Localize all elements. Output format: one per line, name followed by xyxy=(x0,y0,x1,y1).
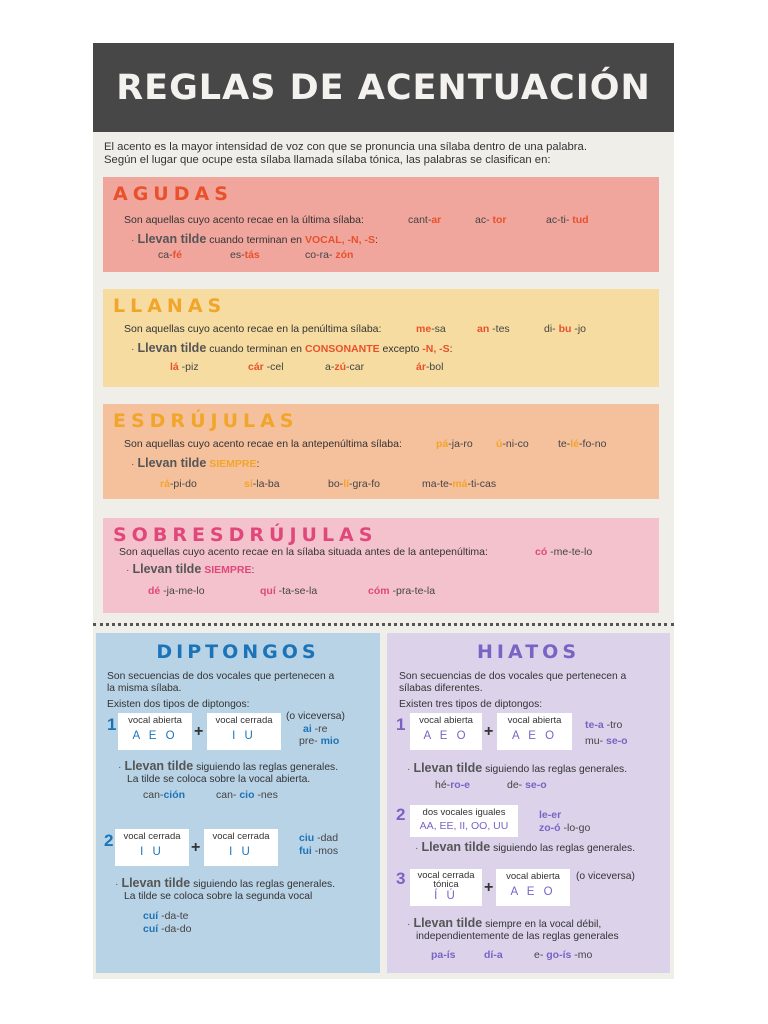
example-word: cant-ar xyxy=(408,214,442,226)
definition: Son aquellas cuyo acento recae en la última sílaba: xyxy=(124,214,364,226)
dotted-divider xyxy=(93,623,674,626)
example-word: pá-ja-ro xyxy=(436,438,473,450)
vowel-box: vocal cerrada I U xyxy=(115,829,189,866)
example-word: dé -ja-me-lo xyxy=(148,585,205,597)
type-number: 1 xyxy=(107,715,117,734)
example-word: ca-fé xyxy=(158,249,182,261)
example-word: es-tás xyxy=(230,249,260,261)
example-word: lá -piz xyxy=(170,361,199,373)
type-number: 1 xyxy=(396,715,406,734)
example-word: ú-ni-co xyxy=(496,438,529,450)
intro-line-2: Según el lugar que ocupe esta sílaba llamada sílaba tónica, las palabras se clasifican en: xyxy=(104,154,551,166)
section-llanas xyxy=(103,289,659,387)
example-word: te-a -tro xyxy=(585,719,623,731)
example-word: can-ción xyxy=(143,789,186,801)
vowel-box: vocal abierta A E O xyxy=(118,713,192,750)
rule: · Llevan tilde siguiendo las reglas generales. La tilde se coloca sobre la vocal abierta. xyxy=(118,759,339,785)
definition: Son aquellas cuyo acento recae en la sílaba situada antes de la antepenúltima: xyxy=(119,546,488,558)
rule: · Llevan tilde siguiendo las reglas generales. La tilde se coloca sobre la segunda vocal xyxy=(115,876,336,902)
example-word: ár-bol xyxy=(416,361,444,373)
section-title: HIATOS xyxy=(477,641,580,663)
example-word: ac-ti- tud xyxy=(546,214,589,226)
title-banner xyxy=(93,43,674,132)
plus-sign: + xyxy=(484,723,494,740)
example-word: pa-ís xyxy=(431,949,456,961)
example-word: de- se-o xyxy=(507,779,547,791)
page-title: REGLAS DE ACENTUACIÓN xyxy=(116,67,651,108)
definition: Son secuencias de dos vocales que pertenecen a la misma sílaba. xyxy=(107,671,335,694)
rule: · Llevan tilde cuando terminan en VOCAL, -N, -S: xyxy=(131,232,378,246)
section-title: ESDRÚJULAS xyxy=(113,410,299,432)
rule: · Llevan tilde cuando terminan en CONSONANTE excepto -N, -S: xyxy=(131,341,453,355)
vowel-box: vocal abierta A E O xyxy=(496,869,570,906)
rule: · Llevan tilde siempre en la vocal débil, independientemente de las reglas generales xyxy=(407,916,619,942)
example-word: ac- tor xyxy=(475,214,507,226)
section-hiatos xyxy=(387,633,670,973)
vowel-box: vocal abierta A E O xyxy=(410,713,482,750)
section-agudas xyxy=(103,177,659,272)
rule: · Llevan tilde siguiendo las reglas generales. xyxy=(415,840,636,854)
plus-sign: + xyxy=(191,839,201,856)
example-word: ma-te-má-ti-cas xyxy=(422,478,497,490)
plus-sign: + xyxy=(194,723,204,740)
example-word: cóm -pra-te-la xyxy=(368,585,436,597)
example-word: e- go-ís -mo xyxy=(534,949,593,961)
example-word: cuí -da-do xyxy=(143,923,192,935)
example-word: zo-ó -lo-go xyxy=(539,822,591,834)
example-word: me-sa xyxy=(416,323,446,335)
vowel-box: vocal cerrada I U xyxy=(204,829,278,866)
definition: Son aquellas cuyo acento recae en la penúltima sílaba: xyxy=(124,323,382,335)
section-esdrujulas xyxy=(103,404,659,499)
example-word: le-er xyxy=(539,809,562,821)
section-title: DIPTONGOS xyxy=(156,641,320,663)
example-word: ciu -dad xyxy=(299,832,339,844)
example-word: quí -ta-se-la xyxy=(260,585,318,597)
type-number: 2 xyxy=(396,805,406,824)
intro-text xyxy=(104,141,664,167)
type-number: 2 xyxy=(104,831,114,850)
example-word: hé-ro-e xyxy=(435,779,471,791)
example-word: di- bu -jo xyxy=(544,323,587,335)
type-number: 3 xyxy=(396,869,406,888)
vowel-box: vocal cerrada tónica Í Ú xyxy=(410,869,482,906)
example-word: có -me-te-lo xyxy=(535,546,593,558)
example-word: can- cio -nes xyxy=(216,789,278,801)
example-word: fui -mos xyxy=(299,845,339,857)
section-title: LLANAS xyxy=(113,295,227,317)
example-word: ai -re xyxy=(303,723,328,735)
section-title: SOBRESDRÚJULAS xyxy=(113,524,378,546)
types-intro: Existen dos tipos de diptongos: xyxy=(107,699,250,710)
example-word: te-lé-fo-no xyxy=(558,438,607,450)
example-word: an -tes xyxy=(477,323,510,335)
note: (o viceversa) xyxy=(286,711,345,722)
example-word: cár -cel xyxy=(248,361,284,373)
definition: Son aquellas cuyo acento recae en la antepenúltima sílaba: xyxy=(124,438,402,450)
types-intro: Existen tres tipos de diptongos: xyxy=(399,699,543,710)
rule: · Llevan tilde SIEMPRE: xyxy=(131,456,260,470)
rule: · Llevan tilde SIEMPRE: xyxy=(126,562,255,576)
example-word: bo-lí-gra-fo xyxy=(328,478,380,490)
vowel-box: vocal cerrada I U xyxy=(207,713,281,750)
section-title: AGUDAS xyxy=(113,183,233,205)
plus-sign: + xyxy=(484,879,494,896)
section-sobresdrujulas xyxy=(103,518,659,613)
example-word: a-zú-car xyxy=(325,361,365,373)
poster xyxy=(93,43,674,979)
example-word: dí-a xyxy=(484,949,503,961)
example-word: pre- mio xyxy=(299,735,340,747)
definition: Son secuencias de dos vocales que pertenecen a sílabas diferentes. xyxy=(399,671,627,694)
intro-line-1: El acento es la mayor intensidad de voz con que se pronuncia una sílaba dentro de una palabra. xyxy=(104,141,587,153)
note: (o viceversa) xyxy=(576,871,635,882)
example-word: cuí -da-te xyxy=(143,910,189,922)
rule: · Llevan tilde siguiendo las reglas generales. xyxy=(407,761,628,775)
example-word: sí-la-ba xyxy=(244,478,280,490)
example-word: mu- se-o xyxy=(585,735,628,747)
vowel-box: dos vocales iguales AA, EE, II, OO, UU xyxy=(410,805,518,837)
example-word: rá-pi-do xyxy=(160,478,197,490)
example-word: co-ra- zón xyxy=(305,249,354,261)
vowel-box: vocal abierta A E O xyxy=(497,713,572,750)
section-diptongos xyxy=(96,633,380,973)
